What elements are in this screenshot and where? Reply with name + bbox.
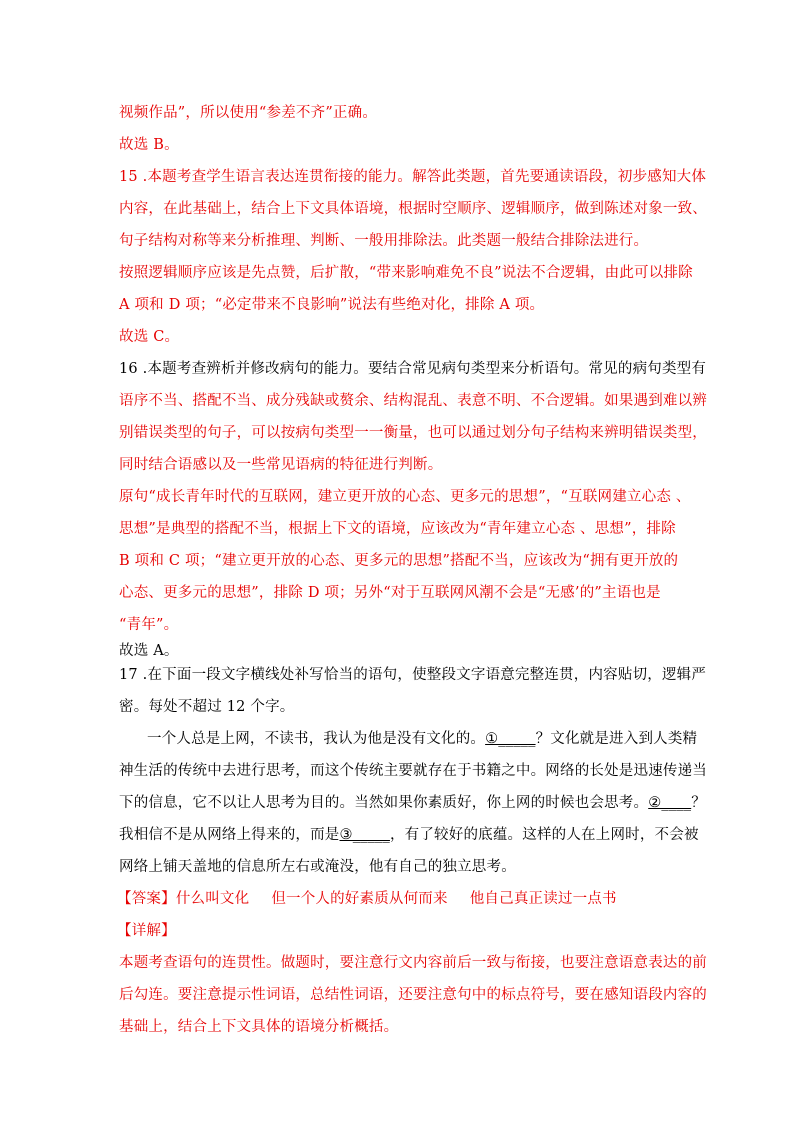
detail-line-3: 基础上，结合上下文具体的语境分析概括。	[119, 1019, 399, 1035]
detail-line-2: 后勾连。要注意提示性词语，总结性词语，还要注意句中的标点符号，要在感知语段内容的	[119, 987, 707, 1003]
text-line: 故选 A。	[119, 643, 179, 659]
text-line: 同时结合语感以及一些常见语病的特征进行判断。	[119, 457, 443, 473]
answer-2: 但一个人的好素质从何而来	[271, 891, 448, 907]
answer-label: 【答案】	[117, 891, 176, 907]
answer-3: 他自己真正读过一点书	[469, 891, 617, 907]
text-line: 原句“成长青年时代的互联网，建立更开放的心态、更多元的思想”，“互联网建立心态 、	[119, 489, 691, 505]
blank-1: ①_____	[485, 731, 536, 747]
passage-line-4: 我相信不是从网络上得来的，而是③_____，有了较好的底蕴。这样的人在上网时，不会被	[119, 827, 699, 843]
detail-label: 【详解】	[117, 923, 176, 939]
text-line: A 项和 D 项；“必定带来不良影响”说法有些绝对化，排除 A 项。	[119, 297, 545, 313]
text-line: 心态、更多元的思想”，排除 D 项；另外“对于互联网风潮不会是“无感’的”主语也是	[119, 585, 661, 601]
answer-1: 什么叫文化	[175, 891, 250, 907]
text-line: 17 .在下面一段文字横线处补写恰当的语句，使整段文字语意完整连贯，内容贴切，逻辑严	[119, 667, 707, 683]
passage-line-5: 网络上铺天盖地的信息所左右或淹没，他有自己的独立思考。	[119, 859, 516, 875]
answer-line	[117, 889, 617, 909]
text-line: 视频作品”，所以使用“参差不齐”正确。	[119, 105, 378, 121]
text-line: 按照逻辑顺序应该是先点赞，后扩散，“带来影响难免不良”说法不合逻辑，由此可以排除	[119, 265, 693, 281]
passage-line-2: 神生活的传统中去进行思考，而这个传统主要就存在于书籍之中。网络的长处是迅速传递当	[119, 763, 707, 779]
text-line: “青年”。	[119, 617, 179, 633]
text-line: 句子结构对称等来分析推理、判断、一般用排除法。此类题一般结合排除法进行。	[119, 233, 649, 249]
blank-3: ③_____	[339, 827, 390, 843]
text-line: 15 .本题考查学生语言表达连贯衔接的能力。解答此类题，首先要通读语段，初步感知大体	[119, 169, 707, 185]
text-line: 思想”是典型的搭配不当，根据上下文的语境，应该改为“青年建立心态 、思想”，排除	[119, 521, 676, 537]
text-line: 故选 C。	[119, 329, 180, 345]
text-line: 密。每处不超过 12 个字。	[119, 699, 295, 715]
text-line: 别错误类型的句子，可以按病句类型一一衡量，也可以通过划分句子结构来辨明错误类型，	[119, 425, 707, 441]
text-line: 16 .本题考查辨析并修改病句的能力。要结合常见病句类型来分析语句。常见的病句类型有	[119, 361, 707, 377]
detail-line-1: 本题考查语句的连贯性。做题时，要注意行文内容前后一致与衔接，也要注意语意表达的前	[119, 955, 707, 971]
passage-line-1: 一个人总是上网，不读书，我认为他是没有文化的。①_____？文化就是进入到人类精	[147, 731, 698, 747]
passage-line-3: 下的信息，它不以让人思考为目的。当然如果你素质好，你上网的时候也会思考。②____？	[119, 795, 706, 811]
text-line: 故选 B。	[119, 137, 179, 153]
text-line: B 项和 C 项；“建立更开放的心态、更多元的思想”搭配不当，应该改为“拥有更开放的	[119, 553, 679, 569]
text-line: 内容，在此基础上，结合上下文具体语境，根据时空顺序、逻辑顺序，做到陈述对象一致、	[119, 201, 707, 217]
blank-2: ②____	[648, 795, 692, 811]
text-line: 语序不当、搭配不当、成分残缺或赘余、结构混乱、表意不明、不合逻辑。如果遇到难以辨	[119, 393, 707, 409]
